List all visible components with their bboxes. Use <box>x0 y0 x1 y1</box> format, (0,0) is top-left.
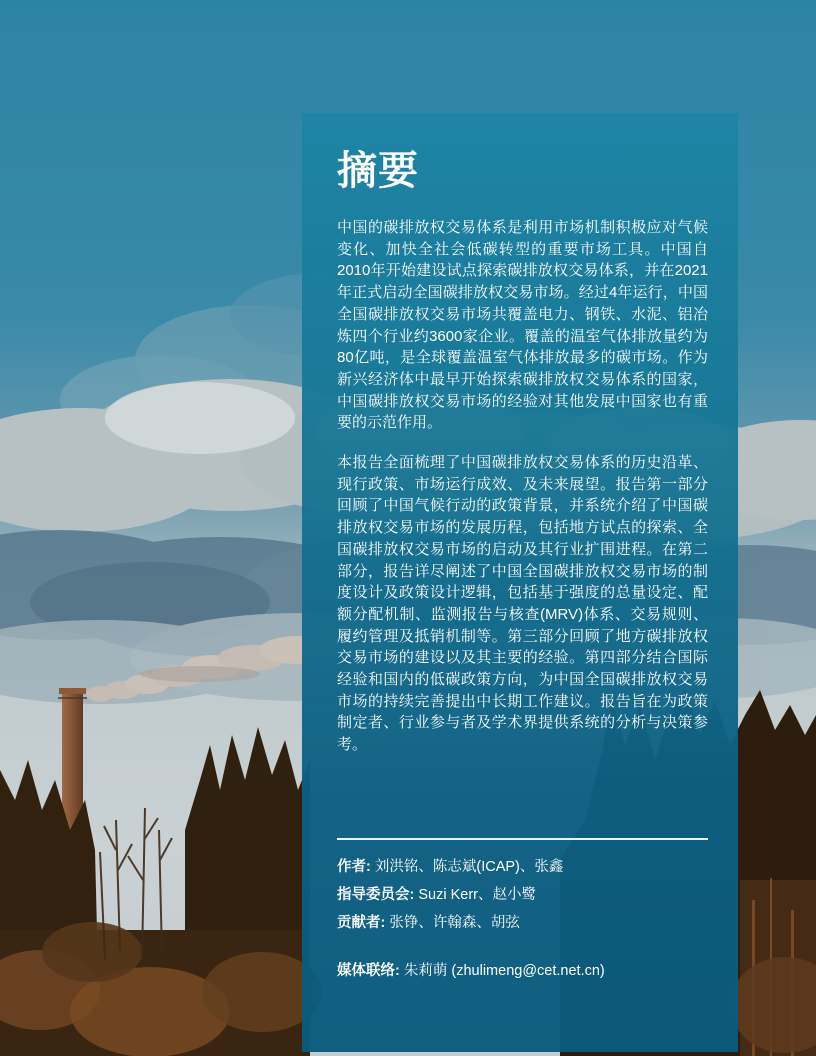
contributors-label: 贡献者: <box>337 915 386 931</box>
summary-panel <box>302 113 738 1052</box>
media-contact-value: 朱莉萌 (zhulimeng@cet.net.cn) <box>403 963 605 979</box>
summary-paragraph-2: 本报告全面梳理了中国碳排放权交易体系的历史沿革、现行政策、市场运行成效、及未来展望。报告第一部分回顾了中国气候行动的政策背景，并系统介绍了中国碳排放权交易市场的发展历程，包括地方试点的探索、全国碳排放权交易市场的启动及其行业扩围进程。在第二部分，报告详尽阐述了中国全国碳排放权交易市场的制度设计及政策设计逻辑，包括基于强度的总量设定、配额分配机制、监测报告与核查(MRV)体系、交易规则、履约管理及抵销机制等。第三部分回顾了地方碳排放权交易市场的建设以及其主要的经验。第四部分结合国际经验和国内的低碳政策方向，为中国全国碳排放权交易市场的持续完善提出中长期工作建议。报告旨在为政策制定者、行业参与者及学术界提供系统的分析与决策参考。 <box>337 454 708 754</box>
authors-value: 刘洪铭、陈志斌(ICAP)、张鑫 <box>374 859 564 875</box>
steering-committee-line <box>337 885 708 905</box>
credits-section <box>337 838 708 989</box>
authors-label: 作者: <box>337 859 371 875</box>
page-title: 摘要 <box>337 149 419 193</box>
steering-committee-value: Suzi Kerr、赵小鹭 <box>418 887 537 903</box>
divider-line <box>337 838 708 840</box>
media-contact-line <box>337 961 708 981</box>
contributors-value: 张铮、许翰森、胡弦 <box>389 915 520 931</box>
authors-line <box>337 857 708 877</box>
media-contact-label: 媒体联络: <box>337 963 400 979</box>
contributors-line <box>337 913 708 933</box>
steering-committee-label: 指导委员会: <box>337 887 415 903</box>
summary-paragraph-1: 中国的碳排放权交易体系是利用市场机制积极应对气候变化、加快全社会低碳转型的重要市场工具。中国自2010年开始建设试点探索碳排放权交易体系，并在2021年正式启动全国碳排放权交易市场。经过4年运行，中国全国碳排放权交易市场共覆盖电力、钢铁、水泥、铝冶炼四个行业约3600家企业。覆盖的温室气体排放量约为80亿吨，是全球覆盖温室气体排放最多的碳市场。作为新兴经济体中最早开始探索碳排放权交易体系的国家，中国碳排放权交易市场的经验对其他发展中国家也有重要的示范作用。 <box>337 219 708 432</box>
